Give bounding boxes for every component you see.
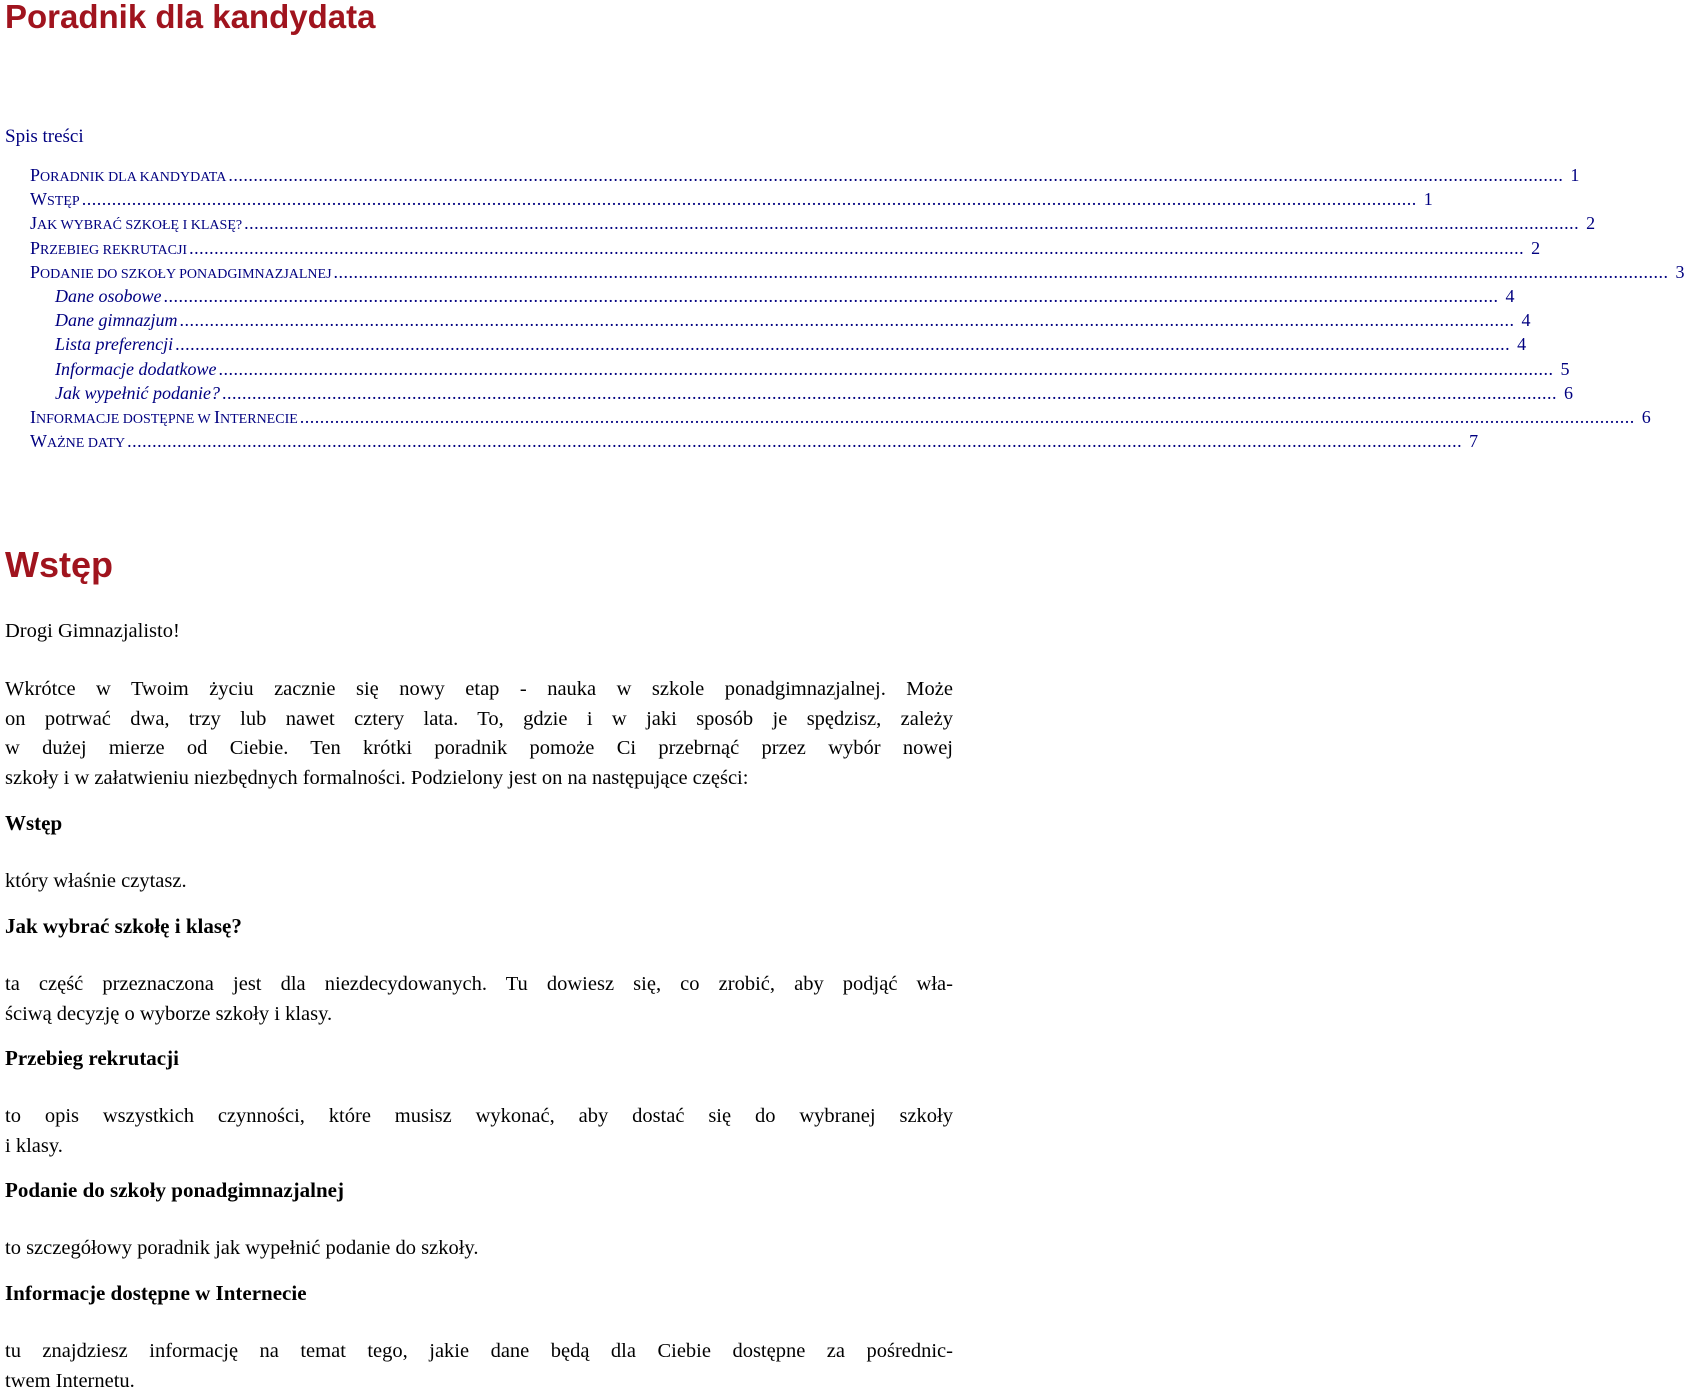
toc-leader-dots bbox=[164, 284, 1499, 308]
toc-leader-dots bbox=[300, 405, 1635, 429]
description-line: tu znajdziesz informację na temat tego, jakie dane będą dla Ciebie dostępne za pośrednic- bbox=[5, 1337, 953, 1367]
table-of-contents bbox=[30, 163, 965, 453]
toc-entry-jak-wybrac[interactable]: JAK WYBRAĆ SZKOŁĘ I KLASĘ? ..... 2 bbox=[30, 211, 965, 235]
section-heading: Wstęp bbox=[5, 540, 113, 590]
toc-entry-przebieg-rekrutacji[interactable]: PRZEBIEG REKRUTACJI ..... 2 bbox=[30, 236, 965, 260]
toc-leader-dots bbox=[189, 236, 1524, 260]
part-description-jak-wybrac bbox=[5, 970, 953, 1029]
toc-leader-dots bbox=[228, 163, 1563, 187]
toc-leader-dots bbox=[218, 357, 1553, 381]
part-description-wstep bbox=[5, 867, 953, 897]
intro-line: szkoły i w załatwieniu niezbędnych formalności. Podzielony jest on na następujące części: bbox=[5, 764, 953, 794]
toc-entry-informacje-dodatkowe[interactable]: Informacje dodatkowe ..... 5 bbox=[30, 357, 965, 381]
part-description-internet bbox=[5, 1337, 953, 1396]
toc-leader-dots bbox=[334, 260, 1669, 284]
part-description-podanie bbox=[5, 1234, 953, 1264]
toc-page-number: 5 bbox=[1555, 357, 1569, 381]
part-heading-podanie: Podanie do szkoły ponadgimnazjalnej bbox=[5, 1175, 344, 1205]
toc-page-number: 1 bbox=[1565, 163, 1579, 187]
toc-entry-wazne-daty[interactable]: WAŻNE DATY ..... 7 bbox=[30, 429, 965, 453]
toc-entry-wstep[interactable]: WSTĘP ..... 1 bbox=[30, 187, 965, 211]
toc-heading: Spis treści bbox=[5, 125, 84, 149]
intro-paragraph bbox=[5, 675, 953, 793]
description-line: twem Internetu. bbox=[5, 1367, 953, 1396]
toc-page-number: 1 bbox=[1419, 187, 1433, 211]
toc-entry-jak-wypelnic[interactable]: Jak wypełnić podanie? ..... 6 bbox=[30, 381, 965, 405]
description-line: to szczegółowy poradnik jak wypełnić podanie do szkoły. bbox=[5, 1234, 953, 1264]
toc-entry-lista-preferencji[interactable]: Lista preferencji ..... 4 bbox=[30, 332, 965, 356]
greeting: Drogi Gimnazjalisto! bbox=[5, 617, 953, 647]
intro-line: w dużej mierze od Ciebie. Ten krótki poradnik pomoże Ci przebrnąć przez wybór nowej bbox=[5, 734, 953, 764]
part-heading-wstep: Wstęp bbox=[5, 808, 62, 838]
toc-page-number: 4 bbox=[1501, 284, 1515, 308]
toc-entry-poradnik[interactable]: PORADNIK DLA KANDYDATA ..... 1 bbox=[30, 163, 965, 187]
toc-page-number: 6 bbox=[1559, 381, 1573, 405]
toc-page-number: 2 bbox=[1526, 236, 1540, 260]
toc-page-number: 7 bbox=[1464, 429, 1478, 453]
toc-entry-dane-gimnazjum[interactable]: Dane gimnazjum ..... 4 bbox=[30, 308, 965, 332]
description-line: ściwą decyzję o wyborze szkoły i klasy. bbox=[5, 1000, 953, 1030]
part-heading-jak-wybrac: Jak wybrać szkołę i klasę? bbox=[5, 911, 242, 941]
description-line: który właśnie czytasz. bbox=[5, 867, 953, 897]
toc-page-number: 3 bbox=[1671, 260, 1685, 284]
toc-page-number: 4 bbox=[1512, 332, 1526, 356]
toc-leader-dots bbox=[244, 211, 1579, 235]
toc-page-number: 6 bbox=[1637, 405, 1651, 429]
toc-entry-informacje-internet[interactable]: INFORMACJE DOSTĘPNE W INTERNECIE ..... 6 bbox=[30, 405, 965, 429]
intro-line: Wkrótce w Twoim życiu zacznie się nowy etap - nauka w szkole ponadgimnazjalnej. Może bbox=[5, 675, 953, 705]
description-line: to opis wszystkich czynności, które musisz wykonać, aby dostać się do wybranej szkoły bbox=[5, 1102, 953, 1132]
toc-leader-dots bbox=[222, 381, 1557, 405]
document-title: Poradnik dla kandydata bbox=[5, 0, 375, 37]
description-line: i klasy. bbox=[5, 1132, 953, 1162]
toc-page-number: 4 bbox=[1517, 308, 1531, 332]
part-description-przebieg bbox=[5, 1102, 953, 1161]
part-heading-internet: Informacje dostępne w Internecie bbox=[5, 1278, 307, 1308]
toc-leader-dots bbox=[127, 429, 1462, 453]
intro-line: on potrwać dwa, trzy lub nawet cztery lata. To, gdzie i w jaki sposób je spędzisz, zależy bbox=[5, 705, 953, 735]
toc-leader-dots bbox=[82, 187, 1417, 211]
toc-leader-dots bbox=[180, 308, 1515, 332]
toc-entry-podanie[interactable]: PODANIE DO SZKOŁY PONADGIMNAZJALNEJ ..... 3 bbox=[30, 260, 965, 284]
description-line: ta część przeznaczona jest dla niezdecydowanych. Tu dowiesz się, co zrobić, aby podjąć wła- bbox=[5, 970, 953, 1000]
toc-page-number: 2 bbox=[1581, 211, 1595, 235]
part-heading-przebieg: Przebieg rekrutacji bbox=[5, 1043, 179, 1073]
toc-leader-dots bbox=[175, 332, 1510, 356]
toc-entry-dane-osobowe[interactable]: Dane osobowe ..... 4 bbox=[30, 284, 965, 308]
